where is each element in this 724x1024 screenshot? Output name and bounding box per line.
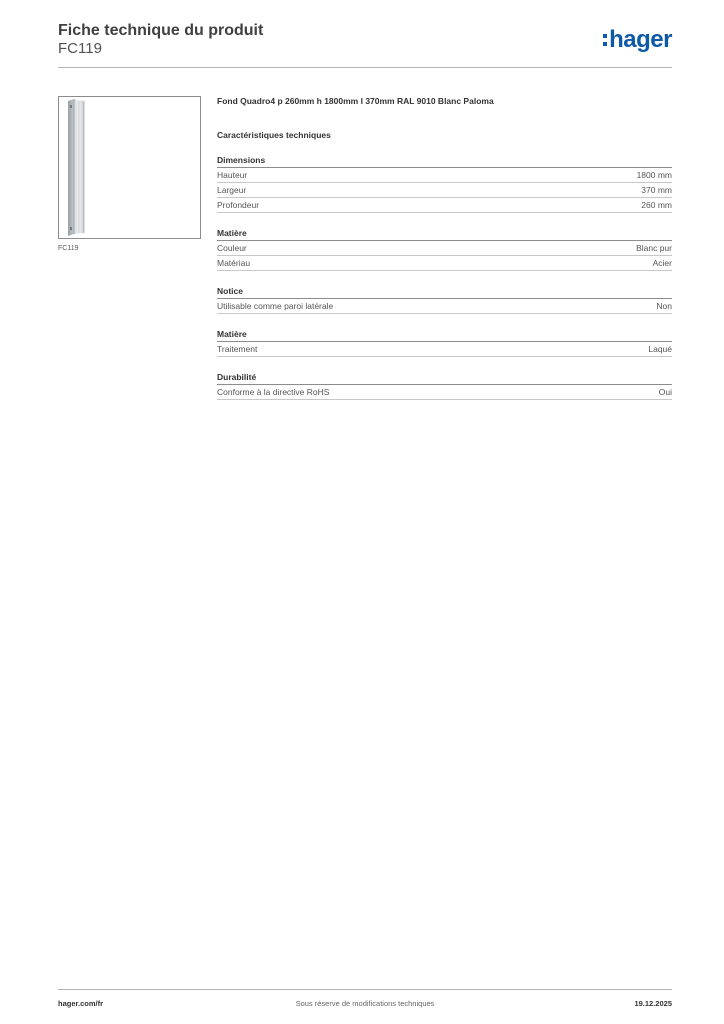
spec-group-matiere [217, 228, 672, 271]
page-header [58, 22, 672, 68]
spec-value: Blanc pur [636, 243, 672, 253]
spec-label: Largeur [217, 185, 247, 195]
group-title: Notice [217, 286, 672, 299]
side-panel-image [59, 97, 200, 238]
spec-row [217, 299, 672, 314]
spec-value: Non [656, 301, 672, 311]
spec-group-matiere-traitement [217, 329, 672, 357]
logo-text: hager [609, 26, 672, 53]
spec-label: Traitement [217, 344, 258, 354]
spec-value: Acier [652, 258, 672, 268]
spec-label: Profondeur [217, 200, 260, 210]
spec-row [217, 183, 672, 198]
spec-content [217, 96, 672, 400]
footer-date: 19.12.2025 [634, 999, 672, 1008]
image-caption: FC119 [58, 245, 79, 252]
group-title: Matière [217, 329, 672, 342]
spec-row [217, 168, 672, 183]
spec-row [217, 198, 672, 213]
section-title: Caractéristiques techniques [217, 130, 331, 140]
spec-label: Utilisable comme paroi latérale [217, 301, 334, 311]
spec-value: 1800 mm [636, 170, 672, 180]
spec-value: 370 mm [641, 185, 672, 195]
page-title: Fiche technique du produit [58, 22, 264, 39]
spec-row [217, 241, 672, 256]
spec-row [217, 256, 672, 271]
group-title: Matière [217, 228, 672, 241]
spec-group-notice [217, 286, 672, 314]
hager-logo [603, 28, 672, 52]
footer-website-link[interactable]: hager.com/fr [58, 999, 104, 1008]
product-description: Fond Quadro4 p 260mm h 1800mm l 370mm RAL 9010 Blanc Paloma [217, 96, 494, 106]
footer-notice: Sous réserve de modifications techniques [295, 999, 435, 1008]
product-code: FC119 [58, 40, 102, 57]
spec-group-durabilite [217, 372, 672, 400]
spec-label: Couleur [217, 243, 247, 253]
logo-dots-icon [603, 32, 607, 48]
spec-row [217, 385, 672, 400]
spec-value: 260 mm [641, 200, 672, 210]
spec-group-dimensions [217, 155, 672, 213]
spec-value: Oui [658, 387, 672, 397]
spec-label: Matériau [217, 258, 251, 268]
spec-label: Hauteur [217, 170, 248, 180]
page-footer [58, 989, 672, 1009]
group-title: Dimensions [217, 155, 672, 168]
group-title: Durabilité [217, 372, 672, 385]
spec-label: Conforme à la directive RoHS [217, 387, 330, 397]
spec-row [217, 342, 672, 357]
product-image [58, 96, 201, 239]
spec-value: Laqué [648, 344, 672, 354]
